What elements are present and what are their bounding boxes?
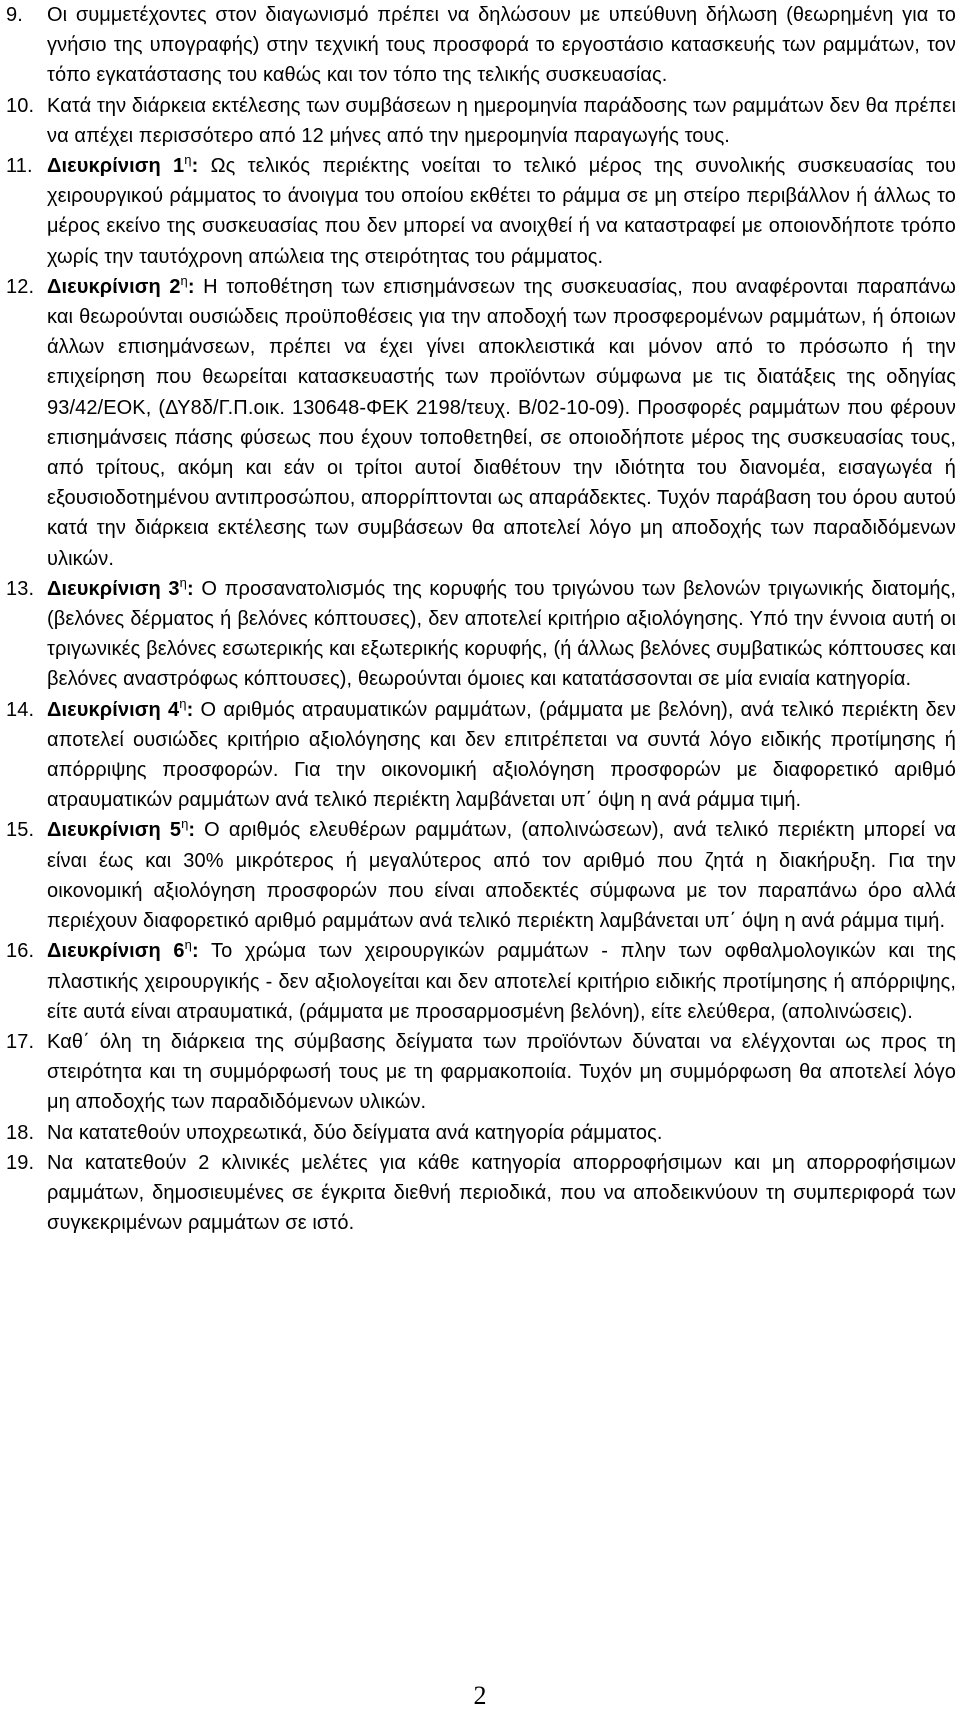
- ordinal-superscript: η: [184, 937, 192, 953]
- item-body: Ο αριθμός ελευθέρων ραμμάτων, (απολινώσεων), ανά τελικό περιέκτη μπορεί να είναι έως και 30% μικρότερος ή μεγαλύτερος από τον αριθμό που ζητά η διακήρυξη. Για την οικονομική αξιολόγηση προσφορών που είναι αποδεκτές σύμφωνα με τον παραπάνω όρο αλλά περιέχουν διαφορετικό αριθμό ραμμάτων ανά τελικό περιέκτη λαμβάνεται υπ΄ όψη η ανά ράμμα τιμή.: [47, 819, 956, 933]
- clarification-label: Διευκρίνιση 2: [47, 275, 181, 298]
- list-item-19: [6, 1148, 956, 1239]
- list-item-10: [6, 91, 956, 151]
- item-text: [47, 815, 956, 936]
- item-text: [47, 0, 956, 91]
- item-number: 15.: [6, 819, 35, 842]
- numbered-list: [6, 0, 956, 1238]
- label-colon: :: [191, 155, 199, 178]
- list-item-9: [6, 0, 956, 91]
- item-number: 18.: [6, 1121, 35, 1144]
- item-number: 17.: [6, 1030, 35, 1053]
- list-item-14: [6, 695, 956, 816]
- item-text: [47, 1148, 956, 1239]
- list-item-16: [6, 936, 956, 1027]
- item-text: [47, 151, 956, 272]
- clarification-label: Διευκρίνιση 3: [47, 577, 180, 600]
- item-body: Ο αριθμός ατραυματικών ραμμάτων, (ράμματα με βελόνη), ανά τελικό περιέκτη δεν αποτελεί ουσιώδες κριτήριο αξιολόγησης και δεν επιτρέπεται να συντά λόγο ειδικής προτίμησης ή απόρριψης προσφορών. Για την οικονομική αξιολόγηση προσφορών με διαφορετικό αριθμό ατραυματικών ραμμάτων ανά τελικό περιέκτη λαμβάνεται υπ΄ όψη η ανά ράμμα τιμή.: [47, 698, 956, 812]
- ordinal-superscript: η: [180, 272, 188, 288]
- list-item-13: [6, 574, 956, 695]
- ordinal-superscript: η: [184, 152, 192, 168]
- item-number: 10.: [6, 94, 35, 117]
- list-item-11: [6, 151, 956, 272]
- item-body: Η τοποθέτηση των επισημάνσεων της συσκευασίας, που αναφέρονται παραπάνω και θεωρούνται ουσιώδεις προϋποθέσεις για την αποδοχή των προσφερομένων ραμμάτων, ή όποιων άλλων επισημάνσεων, πρέπει να έχει γίνει αποκλειστικά και μόνον από το πρόσωπο ή την επιχείρηση που θεωρείται κατασκευαστής των προϊόντων σύμφωνα με τις διατάξεις της οδηγίας 93/42/ΕΟΚ, (ΔΥ8δ/Γ.Π.οικ. 130648-ΦΕΚ 2198/τευχ. Β/02-10-09). Προσφορές ραμμάτων που φέρουν επισημάνσεις πάσης φύσεως που έχουν τοποθετηθεί, σε οποιοδήποτε μέρος της συσκευασίας τους, από τρίτους, ακόμη και εάν οι τρίτοι αυτοί διαθέτουν την ιδιότητα του διανομέα, εισαγωγέα ή εξουσιοδοτημένου αντιπροσώπου, απορρίπτονται ως απαράδεκτες. Τυχόν παράβαση του όρου αυτού κατά την διάρκεια εκτέλεσης των συμβάσεων θα αποτελεί λόγο μη αποδοχής των παραδιδόμενων υλικών.: [47, 275, 956, 570]
- clarification-label: Διευκρίνιση 5: [47, 819, 182, 842]
- clarification-label: Διευκρίνιση 6: [47, 940, 185, 963]
- item-number: 14.: [6, 698, 35, 721]
- clarification-label: Διευκρίνιση 1: [47, 155, 185, 178]
- item-number: 13.: [6, 577, 35, 600]
- ordinal-superscript: η: [179, 695, 187, 711]
- ordinal-superscript: η: [179, 574, 187, 590]
- item-body: Οι συμμετέχοντες στον διαγωνισμό πρέπει να δηλώσουν με υπεύθυνη δήλωση (θεωρημένη για το γνήσιο της υπογραφής) στην τεχνική τους προσφορά το εργοστάσιο κατασκευής των ραμμάτων, τον τόπο εγκατάστασης του καθώς και τον τόπο της τελικής συσκευασίας.: [47, 4, 956, 87]
- item-text: [47, 695, 956, 816]
- item-body: Κατά την διάρκεια εκτέλεσης των συμβάσεων η ημερομηνία παράδοσης των ραμμάτων δεν θα πρέπει να απέχει περισσότερο από 12 μήνες από την ημερομηνία παραγωγής τους.: [47, 94, 956, 147]
- list-item-12: [6, 272, 956, 574]
- item-text: [47, 1118, 956, 1148]
- label-colon: :: [187, 275, 195, 298]
- item-body: Ο προσανατολισμός της κορυφής του τριγώνου των βελονών τριγωνικής διατομής, (βελόνες δέρματος ή βελόνες κόπτουσες), δεν αποτελεί κριτήριο αξιολόγησης. Υπό την έννοια αυτή οι τριγωνικές βελόνες εσωτερικής και εξωτερικής κορυφής, (ή άλλως βελόνες συμβατικώς κόπτουσες και βελόνες αναστρόφως κόπτουσες), θεωρούνται όμοιες και κατατάσσονται σε μία ενιαία κατηγορία.: [47, 577, 956, 691]
- item-number: 16.: [6, 940, 35, 963]
- item-number: 12.: [6, 275, 35, 298]
- label-colon: :: [192, 940, 199, 963]
- item-text: [47, 936, 956, 1027]
- list-item-18: [6, 1118, 956, 1148]
- ordinal-superscript: η: [181, 816, 189, 832]
- item-text: [47, 1027, 956, 1118]
- clarification-label: Διευκρίνιση 4: [47, 698, 180, 721]
- item-body: Ως τελικός περιέκτης νοείται το τελικό μέρος της συνολικής συσκευασίας του χειρουργικού ράμματος το άνοιγμα του οποίου εκθέτει το ράμμα σε μη στείρο περιβάλλον ή άλλως το μέρος εκείνο της συσκευασίας που δεν μπορεί να ανοιχθεί ή να καταστραφεί με οποιονδήποτε τρόπο χωρίς την ταυτόχρονη απώλεια της στειρότητας του ράμματος.: [47, 155, 956, 268]
- list-item-15: [6, 815, 956, 936]
- item-number: 9.: [6, 4, 23, 26]
- item-body: Καθ΄ όλη τη διάρκεια της σύμβασης δείγματα των προϊόντων δύναται να ελέγχονται ως προς τη στειρότητα και τη συμμόρφωσή τους με τη φαρμακοποιία. Τυχόν μη συμμόρφωση θα αποτελεί λόγο μη αποδοχής των παραδιδόμενων υλικών.: [47, 1030, 956, 1114]
- item-body: Να κατατεθούν υποχρεωτικά, δύο δείγματα ανά κατηγορία ράμματος.: [47, 1121, 663, 1144]
- list-item-17: [6, 1027, 956, 1118]
- item-number: 19.: [6, 1151, 35, 1174]
- label-colon: :: [186, 698, 194, 721]
- page-number: 2: [473, 1681, 487, 1710]
- item-body: Να κατατεθούν 2 κλινικές μελέτες για κάθε κατηγορία απορροφήσιμων και μη απορροφήσιμων ραμμάτων, δημοσιευμένες σε έγκριτα διεθνή περιοδικά, που να αποδεικνύουν τη συμπεριφορά των συγκεκριμένων ραμμάτων σε ιστό.: [47, 1151, 956, 1235]
- item-text: [47, 574, 956, 695]
- label-colon: :: [188, 819, 196, 842]
- item-text: [47, 272, 956, 574]
- item-text: [47, 91, 956, 151]
- item-body: Το χρώμα των χειρουργικών ραμμάτων - πλην των οφθαλμολογικών και της πλαστικής χειρουργικής - δεν αξιολογείται και δεν αποτελεί κριτήριο ειδικής προτίμησης ή απόρριψης, είτε αυτά είναι ατραυματικά, (ράμματα με προσαρμοσμένη βελόνη), είτε ελεύθερα, (απολινώσεις).: [47, 940, 956, 1023]
- item-number: 11.: [6, 155, 33, 178]
- label-colon: :: [186, 577, 194, 600]
